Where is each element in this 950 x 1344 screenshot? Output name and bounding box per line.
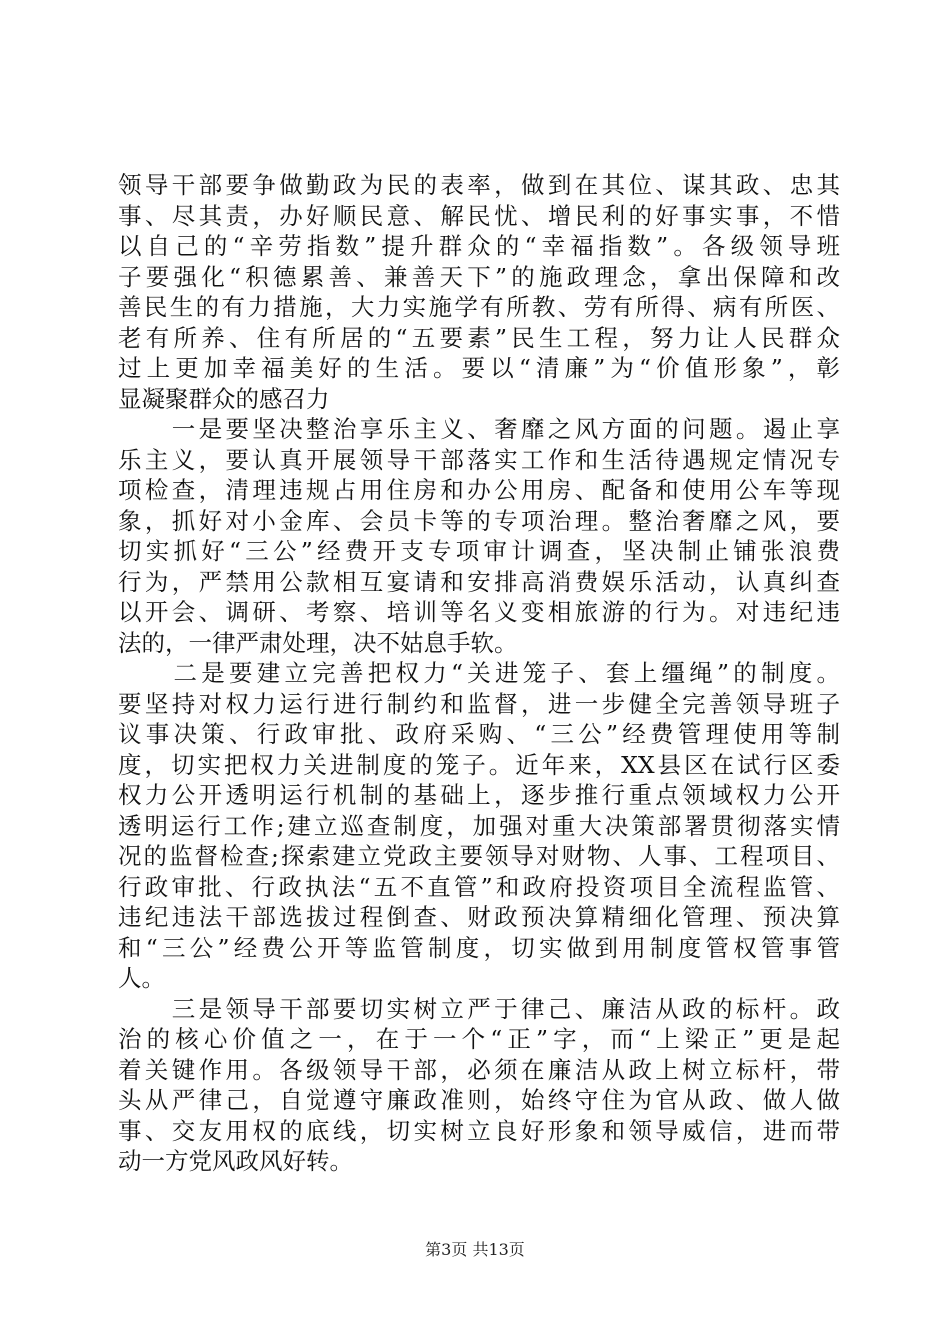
text-line: 行政审批、行政执法“五不直管”和政府投资项目全流程监管、 — [118, 872, 840, 901]
text-line: 着关键作用。各级领导干部，必须在廉洁从政上树立标杆，带 — [118, 1055, 840, 1084]
text-line: 违纪违法干部选拔过程倒查、财政预决算精细化管理、预决算 — [118, 903, 840, 931]
text-line: 动一方党风政风好转。 — [118, 1147, 353, 1175]
text-line: 象，抓好对小金库、会员卡等的专项治理。整治奢靡之风，要 — [118, 506, 840, 535]
text-line: 领导干部要争做勤政为民的表率，做到在其位、谋其政、忠其 — [118, 171, 840, 199]
text-line: 法的，一律严肃处理，决不姑息手软。 — [118, 628, 518, 657]
page-number-label: 第3页 共13页 — [425, 1240, 525, 1259]
text-line: 以自己的“辛劳指数”提升群众的“幸福指数”。各级领导班 — [118, 232, 840, 260]
text-line: 一是要坚决整治享乐主义、奢靡之风方面的问题。遏止享 — [118, 415, 840, 443]
text-line: 治的核心价值之一，在于一个“正”字，而“上梁正”更是起 — [118, 1025, 840, 1053]
text-line: 以开会、调研、考察、培训等名义变相旅游的行为。对违纪违 — [118, 598, 840, 626]
text-line: 切实抓好“三公”经费开支专项审计调查，坚决制止铺张浪费 — [118, 537, 840, 565]
text-line: 乐主义，要认真开展领导干部落实工作和生活待遇规定情况专 — [118, 445, 840, 474]
text-line: 三是领导干部要切实树立严于律己、廉洁从政的标杆。政 — [118, 994, 840, 1023]
text-line: 况的监督检查;探索建立党政主要领导对财物、人事、工程项目、 — [118, 842, 840, 870]
text-line: 头从严律己，自觉遵守廉政准则，始终守住为官从政、做人做 — [118, 1086, 840, 1114]
text-line: 子要强化“积德累善、兼善天下”的施政理念，拿出保障和改 — [118, 262, 840, 291]
text-line: 显凝聚群众的感召力 — [118, 384, 330, 413]
page-footer — [0, 1240, 950, 1260]
text-line: 老有所养、住有所居的“五要素”民生工程，努力让人民群众 — [118, 323, 840, 352]
text-line: 过上更加幸福美好的生活。要以“清廉”为“价值形象”，彰 — [118, 354, 840, 382]
text-line: 项检查，清理违规占用住房和办公用房、配备和使用公车等现 — [118, 476, 840, 504]
text-line: 善民生的有力措施，大力实施学有所教、劳有所得、病有所医、 — [118, 293, 840, 321]
text-line: 透明运行工作;建立巡查制度，加强对重大决策部署贯彻落实情 — [118, 811, 840, 840]
text-line: 人。 — [118, 964, 165, 992]
text-line: 权力公开透明运行机制的基础上，逐步推行重点领域权力公开 — [118, 781, 840, 809]
text-line: 议事决策、行政审批、政府采购、“三公”经费管理使用等制 — [118, 720, 840, 748]
text-line: 事、交友用权的底线，切实树立良好形象和领导威信，进而带 — [118, 1116, 840, 1145]
text-line: 行为，严禁用公款相互宴请和安排高消费娱乐活动，认真纠查 — [118, 567, 840, 596]
text-line: 和“三公”经费公开等监管制度，切实做到用制度管权管事管 — [118, 933, 840, 962]
text-line: 二是要建立完善把权力“关进笼子、套上缰绳”的制度。 — [118, 659, 840, 687]
text-line: 事、尽其责，办好顺民意、解民忧、增民利的好事实事，不惜 — [118, 201, 840, 230]
text-line: 度，切实把权力关进制度的笼子。近年来，XX县区在试行区委 — [118, 750, 840, 779]
body-text — [118, 170, 840, 1177]
text-line: 要坚持对权力运行进行制约和监督，进一步健全完善领导班子 — [118, 689, 840, 718]
